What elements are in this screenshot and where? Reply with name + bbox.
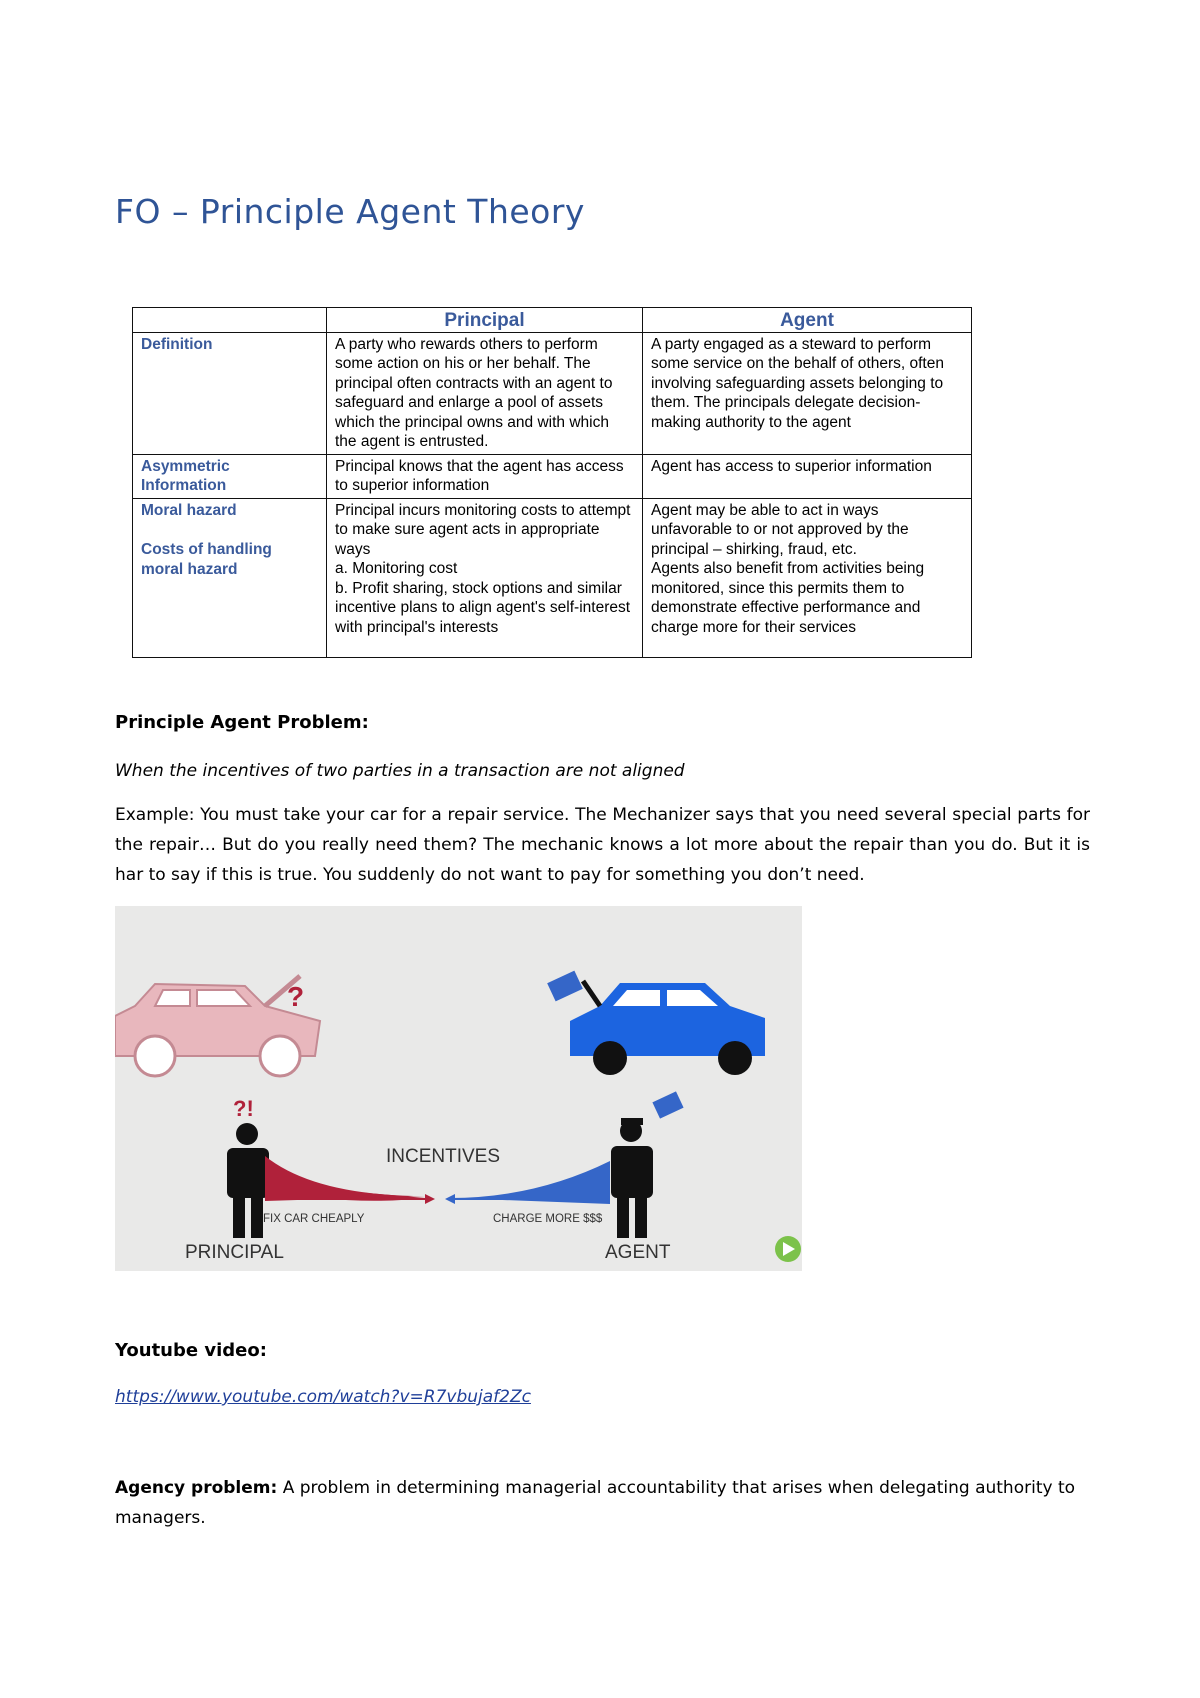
- agent-moral-text: Agent may be able to act in ways unfavorable to or not approved by the principal – shirking, fraud, etc.: [651, 501, 909, 558]
- label-moral-hazard: Moral hazard: [141, 501, 237, 519]
- table-row: [133, 498, 972, 658]
- youtube-link[interactable]: https://www.youtube.com/watch?v=R7vbujaf2Zc: [115, 1387, 531, 1407]
- principal-cost-a: a. Monitoring cost: [335, 560, 458, 577]
- agent-label: AGENT: [605, 1242, 671, 1263]
- principal-moral-text: Principal incurs monitoring costs to attempt to make sure agent acts in appropriate ways: [335, 501, 631, 558]
- agency-text: A problem in determining managerial accountability that arises when delegating authority to managers.: [115, 1478, 1076, 1528]
- question-mark: ?: [287, 981, 305, 1012]
- agent-car-illustration: [547, 971, 765, 1075]
- cell-principal-definition: A party who rewards others to perform some action on his or her behalf. The principal often contracts with an agent to safeguard and enlarge a pool of assets which the principal owns and with which the agent is entrusted.: [327, 332, 643, 454]
- problem-definition: When the incentives of two parties in a transaction are not aligned: [115, 761, 685, 781]
- exclaim-mark: ?!: [233, 1096, 254, 1121]
- row-label-definition: Definition: [133, 332, 327, 454]
- agent-goal: CHARGE MORE $$$: [493, 1213, 603, 1225]
- table-header-empty: [133, 308, 327, 333]
- table-row: [133, 454, 972, 498]
- cell-principal-asymmetric: Principal knows that the agent has access to superior information: [327, 454, 643, 498]
- page-title: FO – Principle Agent Theory: [115, 192, 585, 231]
- principal-goal: FIX CAR CHEAPLY: [263, 1213, 365, 1225]
- principal-agent-table: [132, 307, 972, 658]
- incentives-illustration: [115, 906, 802, 1271]
- play-icon[interactable]: [775, 1236, 801, 1262]
- youtube-heading: Youtube video:: [115, 1340, 267, 1361]
- cell-agent-definition: A party engaged as a steward to perform some service on the behalf of others, often involving safeguarding assets belonging to them. The principals delegate decision-making authority to the agent: [643, 332, 972, 454]
- cell-agent-moral-hazard: [643, 498, 972, 658]
- principal-label: PRINCIPAL: [185, 1242, 284, 1263]
- principal-car-illustration: [115, 976, 320, 1076]
- cell-principal-moral-hazard: [327, 498, 643, 658]
- agency-paragraph: [115, 1473, 1090, 1533]
- agency-term: Agency problem:: [115, 1478, 278, 1498]
- agent-figure: [450, 1091, 684, 1263]
- row-label-asymmetric: Asymmetric Information: [133, 454, 327, 498]
- table-header-principal: Principal: [327, 308, 643, 333]
- youtube-link-line: [115, 1382, 1090, 1412]
- principal-figure: [185, 1096, 425, 1263]
- table-header-agent: Agent: [643, 308, 972, 333]
- incentives-label: INCENTIVES: [386, 1146, 501, 1167]
- cell-agent-asymmetric: Agent has access to superior information: [643, 454, 972, 498]
- row-label-moral-hazard: [133, 498, 327, 658]
- problem-heading: Principle Agent Problem:: [115, 712, 369, 733]
- table-row: [133, 332, 972, 454]
- agent-cost-text: Agents also benefit from activities being monitored, since this permits them to demonstrate effective performance and charge more for their services: [651, 560, 925, 636]
- principal-cost-b: b. Profit sharing, stock options and similar incentive plans to align agent's self-interest with principal's interests: [335, 579, 631, 636]
- table-header-row: [133, 308, 972, 333]
- problem-example: Example: You must take your car for a repair service. The Mechanizer says that you need several special parts for the repair… But do you really need them? The mechanic knows a lot more about the repair than you do. But it is har to say if this is true. You suddenly do not want to pay for something you don’t need.: [115, 805, 1090, 885]
- label-costs-moral-hazard: Costs of handling moral hazard: [141, 541, 272, 578]
